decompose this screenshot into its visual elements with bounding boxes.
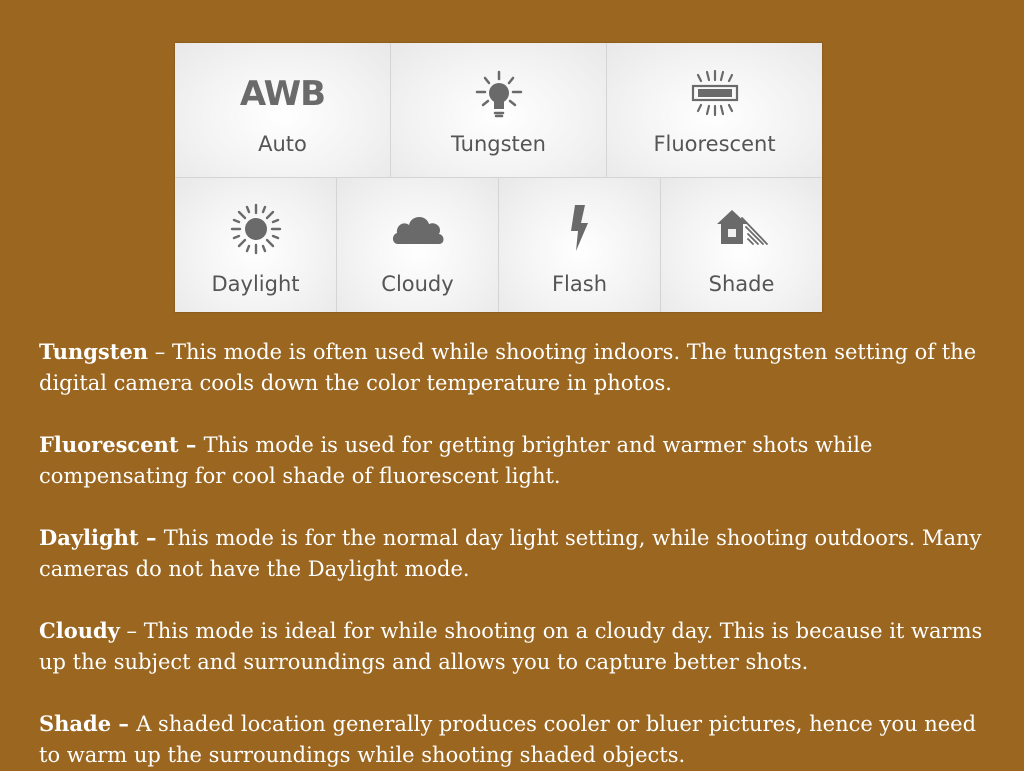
mode-descriptions xyxy=(39,336,999,771)
white-balance-panel xyxy=(175,43,822,312)
description-text: This mode is for the normal day light setting, while shooting outdoors. Many cameras do not have the Daylight mode. xyxy=(39,526,982,581)
wb-mode-label: Cloudy xyxy=(381,272,454,296)
wb-mode-label: Auto xyxy=(258,132,307,156)
term: Fluorescent xyxy=(39,432,179,457)
white-balance-row-bottom xyxy=(175,178,822,312)
term: Daylight xyxy=(39,525,139,550)
white-balance-row-top xyxy=(175,43,822,178)
separator: – xyxy=(119,619,144,643)
wb-mode-auto-button[interactable] xyxy=(175,43,391,178)
term: Tungsten xyxy=(39,339,149,364)
awb-icon xyxy=(233,69,333,119)
wb-mode-flash-button[interactable] xyxy=(499,178,661,312)
description-text: This mode is ideal for while shooting on a cloudy day. This is because it warms up the subject and surroundings and allows you to capture better shots. xyxy=(39,619,983,674)
description-tungsten xyxy=(39,336,999,399)
separator: – xyxy=(178,432,204,457)
wb-mode-daylight-button[interactable] xyxy=(175,178,337,312)
wb-mode-tungsten-button[interactable] xyxy=(391,43,607,178)
description-shade xyxy=(39,708,999,771)
wb-mode-label: Fluorescent xyxy=(653,132,776,156)
description-text: This mode is used for getting brighter and warmer shots while compensating for cool shade of fluorescent light. xyxy=(39,433,873,488)
awb-icon-text: AWB xyxy=(239,74,326,114)
wb-mode-label: Flash xyxy=(551,272,608,296)
description-fluorescent xyxy=(39,429,999,492)
house-shade-icon xyxy=(692,203,792,255)
term: Shade xyxy=(39,711,112,736)
description-daylight xyxy=(39,522,999,585)
term: Cloudy xyxy=(39,618,120,643)
separator: – xyxy=(148,340,172,364)
wb-mode-label: Tungsten xyxy=(451,132,546,156)
wb-mode-shade-button[interactable] xyxy=(661,178,822,312)
lightning-bolt-icon xyxy=(530,203,630,255)
description-text: A shaded location generally produces cooler or bluer pictures, hence you need to warm up the surroundings while shooting shaded objects. xyxy=(39,712,977,767)
separator: – xyxy=(111,711,137,736)
wb-mode-label: Shade xyxy=(708,272,775,296)
description-cloudy xyxy=(39,615,999,678)
cloud-icon xyxy=(368,203,468,255)
description-text: This mode is often used while shooting indoors. The tungsten setting of the digital camera cools down the color temperature in photos. xyxy=(39,340,977,395)
wb-mode-label: Daylight xyxy=(211,272,300,296)
wb-mode-cloudy-button[interactable] xyxy=(337,178,499,312)
bulb-icon xyxy=(449,69,549,119)
wb-mode-fluorescent-button[interactable] xyxy=(607,43,822,178)
sun-icon xyxy=(206,203,306,255)
fluorescent-tube-icon xyxy=(665,69,765,119)
separator: – xyxy=(138,525,164,550)
